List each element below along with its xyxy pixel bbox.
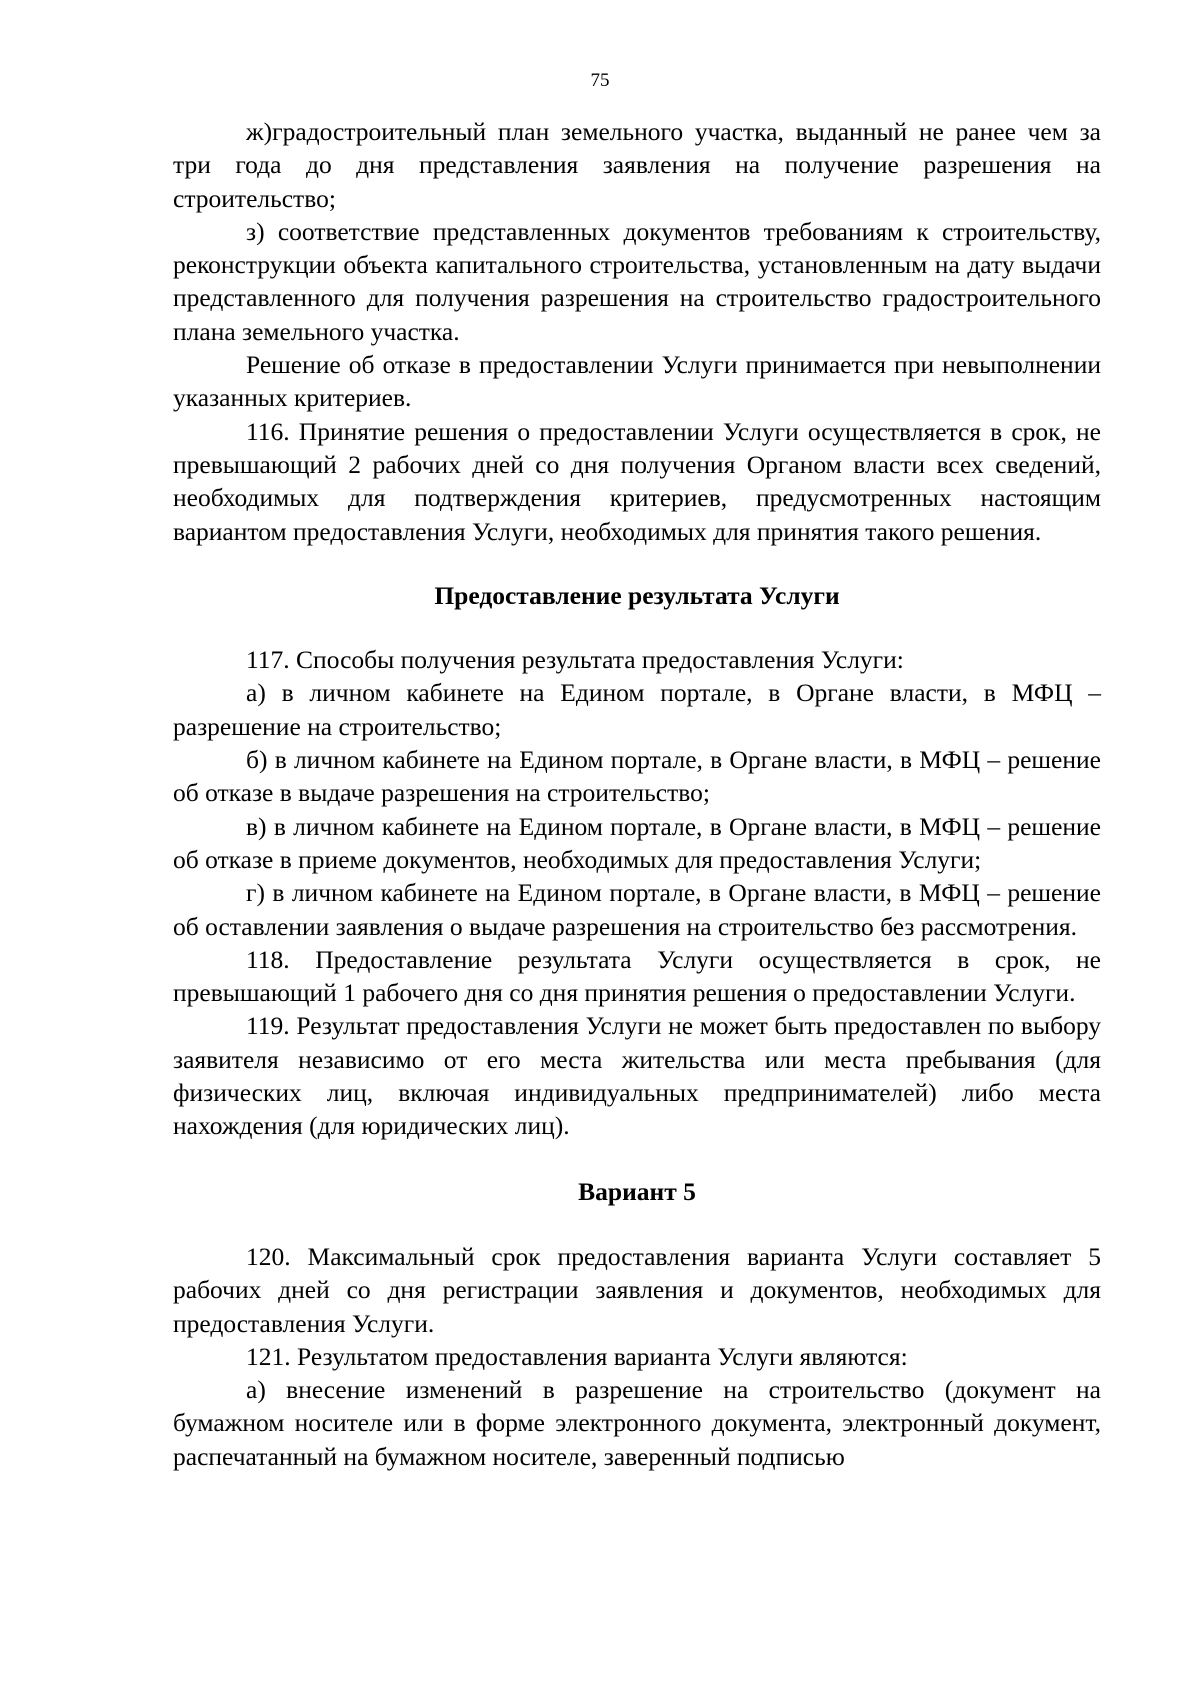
page-number: 75	[590, 70, 610, 91]
paragraph-120: 120. Максимальный срок предоставления варианта Услуги составляет 5 рабочих дней со дня регистрации заявления и документов, необходимых для предоставления Услуги.	[173, 1241, 1101, 1338]
section-heading-result: Предоставление результата Услуги	[434, 580, 840, 610]
paragraph-117-g: г) в личном кабинете на Едином портале, в Органе власти, в МФЦ – решение об оставлении заявления о выдаче разрешения на строительство без рассмотрения.	[173, 878, 1101, 941]
paragraph-116: 116. Принятие решения о предоставлении Услуги осуществляется в срок, не превышающий 2 рабочих дней со дня получения Органом власти всех сведений, необходимых для подтверждения критериев, предусмотренных настоящим вариантом предоставления Услуги, необходимых для принятия такого решения.	[173, 416, 1101, 546]
paragraph-refusal-decision: Решение об отказе в предоставлении Услуги принимается при невыполнении указанных критериев.	[173, 350, 1101, 413]
paragraph-z: з) соответствие представленных документов требованиям к строительству, реконструкции объекта капитального строительства, установленным на дату выдачи представленного для получения разрешения на строительство градостроительного плана земельного участка.	[173, 216, 1101, 346]
paragraph-117: 117. Способы получения результата предоставления Услуги:	[246, 645, 904, 675]
paragraph-119: 119. Результат предоставления Услуги не может быть предоставлен по выбору заявителя независимо от его места жительства или места пребывания (для физических лиц, включая индивидуальных предпринимателей) либо места нахождения (для юридических лиц).	[173, 1011, 1101, 1141]
document-body	[173, 115, 1101, 1473]
paragraph-zh: ж)градостроительный план земельного участка, выданный не ранее чем за три года до дня представления заявления на получение разрешения на строительство;	[173, 117, 1101, 213]
paragraph-117-v: в) в личном кабинете на Едином портале, в Органе власти, в МФЦ – решение об отказе в приеме документов, необходимых для предоставления Услуги;	[173, 811, 1101, 874]
section-heading-variant: Вариант 5	[578, 1176, 696, 1206]
paragraph-121: 121. Результатом предоставления варианта Услуги являются:	[246, 1341, 908, 1371]
paragraph-117-a: а) в личном кабинете на Едином портале, в Органе власти, в МФЦ – разрешение на строительство;	[173, 678, 1101, 741]
paragraph-121-a: а) внесение изменений в разрешение на строительство (документ на бумажном носителе или в форме электронного документа, электронный документ, распечатанный на бумажном носителе, заверенный подписью	[173, 1375, 1101, 1471]
paragraph-118: 118. Предоставление результата Услуги осуществляется в срок, не превышающий 1 рабочего дня со дня принятия решения о предоставлении Услуги.	[173, 944, 1101, 1008]
paragraph-117-b: б) в личном кабинете на Едином портале, в Органе власти, в МФЦ – решение об отказе в выдаче разрешения на строительство;	[173, 745, 1101, 808]
